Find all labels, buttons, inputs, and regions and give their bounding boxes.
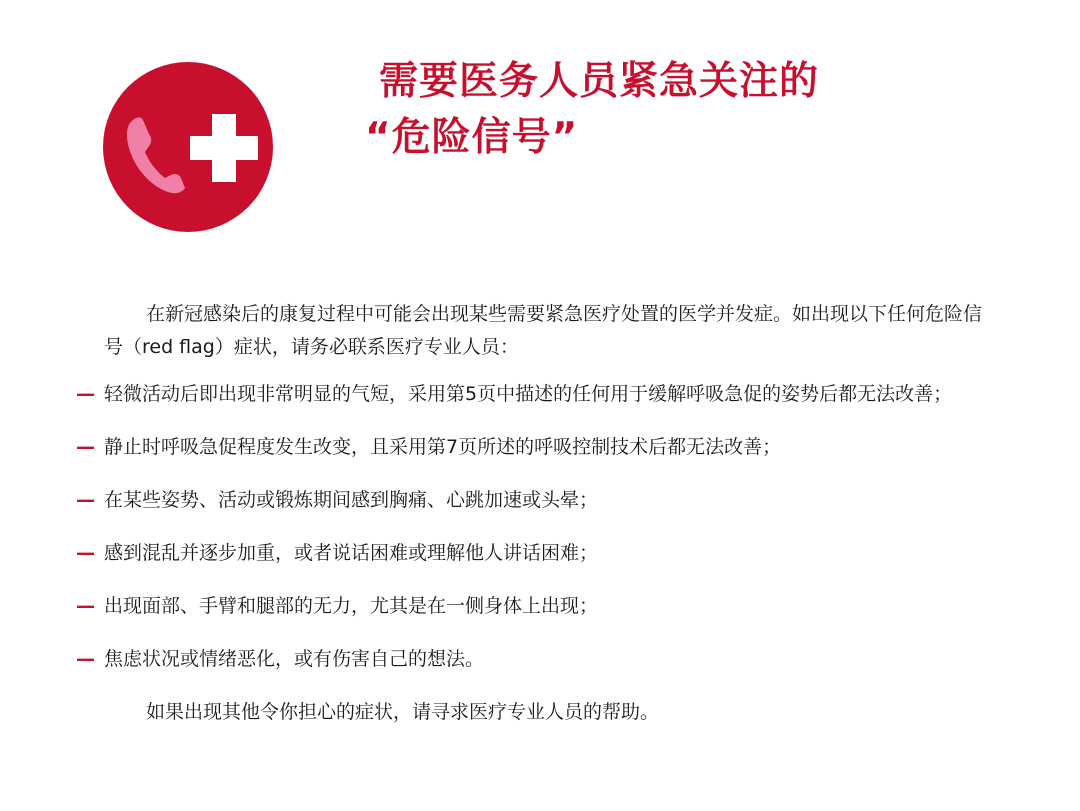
list-item xyxy=(76,484,988,517)
list-item-text: 焦虑状况或情绪恶化，或有伤害自己的想法。 xyxy=(104,648,485,670)
closing-paragraph: 如果出现其他令你担心的症状，请寻求医疗专业人员的帮助。 xyxy=(146,701,660,723)
bullet-dash: — xyxy=(76,489,95,511)
list-item-text: 在某些姿势、活动或锻炼期间感到胸痛、心跳加速或头晕； xyxy=(104,489,599,511)
emergency-logo xyxy=(103,62,273,232)
phone-cross-icon xyxy=(103,62,273,232)
bullet-dash: — xyxy=(76,383,95,405)
list-item-text: 轻微活动后即出现非常明显的气短，采用第5页中描述的任何用于缓解呼吸急促的姿势后都无法改善； xyxy=(104,383,953,405)
page-title xyxy=(365,54,819,166)
bullet-dash: — xyxy=(76,648,95,670)
list-item xyxy=(76,537,988,570)
list-item xyxy=(76,431,988,464)
bullet-dash: — xyxy=(76,595,95,617)
bullet-dash: — xyxy=(76,542,95,564)
list-item xyxy=(76,590,988,623)
list-item xyxy=(76,643,988,676)
title-line-2: “危险信号” xyxy=(365,115,579,160)
list-item xyxy=(76,378,988,411)
cross-icon-horizontal xyxy=(190,136,258,160)
list-item-text: 感到混乱并逐步加重，或者说话困难或理解他人讲话困难； xyxy=(104,542,599,564)
title-line-1: 需要医务人员紧急关注的 xyxy=(379,59,820,104)
red-flag-list xyxy=(76,378,988,676)
main-content xyxy=(76,298,988,729)
bullet-dash: — xyxy=(76,436,95,458)
list-item-text: 静止时呼吸急促程度发生改变，且采用第7页所述的呼吸控制技术后都无法改善； xyxy=(104,436,782,458)
list-item-text: 出现面部、手臂和腿部的无力，尤其是在一侧身体上出现； xyxy=(104,595,599,617)
intro-paragraph: 在新冠感染后的康复过程中可能会出现某些需要紧急医疗处置的医学并发症。如出现以下任何危险信号（red flag）症状，请务必联系医疗专业人员： xyxy=(104,303,983,358)
